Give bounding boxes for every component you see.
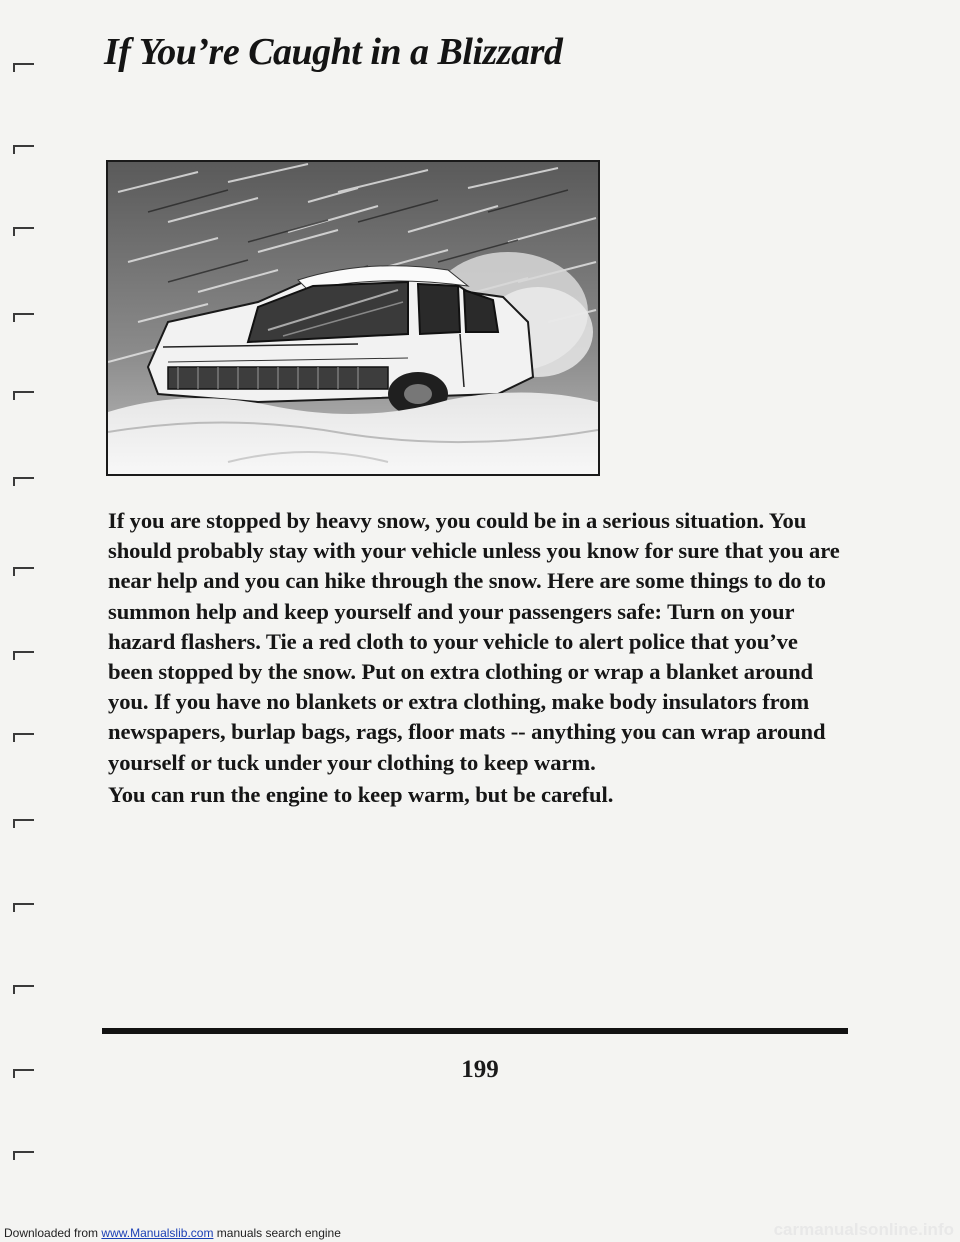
page-heading: If You’re Caught in a Blizzard [104,31,563,73]
car-in-blizzard-illustration [106,160,600,476]
footer-suffix: manuals search engine [216,1226,341,1240]
body-paragraph-2: You can run the engine to keep warm, but be careful. [108,782,614,807]
body-paragraph-1: If you are stopped by heavy snow, you could be in a serious situation. You should probably stay with your vehicle unless you know for sure that you are near help and you can hike through the snow. Here are some things to do to summon help and keep yourself and your passengers safe: Turn on your hazard flashers. Tie a red cloth to your vehicle to alert police that you’ve been stopped by the snow. Put on extra clothing or wrap a blanket around you. If you have no blankets or extra clothing, make body insulators from newspapers, burlap bags, rags, floor mats -- anything you can wrap around yourself or tuck under your clothing to keep warm. [108,508,840,775]
footer-rule [102,1028,848,1034]
download-footer [4,1226,341,1240]
watermark-text: carmanualsonline.info [773,1220,954,1239]
page-number: 199 [461,1056,499,1083]
footer-prefix: Downloaded from [4,1226,99,1240]
manualslib-link[interactable]: www.Manualslib.com [101,1226,214,1240]
